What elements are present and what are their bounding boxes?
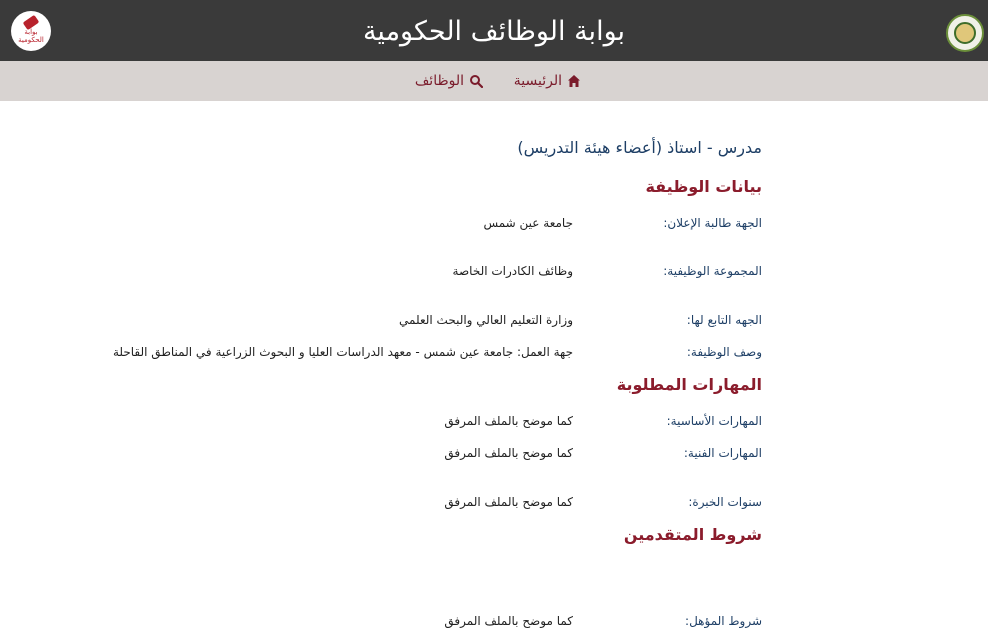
skill-label: المهارات الأساسية: xyxy=(666,414,762,428)
field-value: وظائف الكادرات الخاصة xyxy=(452,264,573,278)
site-title: بوابة الوظائف الحكومية xyxy=(362,16,626,47)
nav-home-label: الرئيسية xyxy=(513,73,562,89)
site-header xyxy=(0,0,988,61)
nav-jobs-label: الوظائف xyxy=(414,73,464,89)
search-icon xyxy=(469,74,483,88)
skill-label: سنوات الخبرة: xyxy=(688,495,762,509)
field-label: المجموعة الوظيفية: xyxy=(663,264,762,278)
skill-value: كما موضح بالملف المرفق xyxy=(444,414,573,428)
home-icon xyxy=(567,74,581,88)
nav-jobs-link[interactable] xyxy=(415,72,483,90)
nav-home-link[interactable] xyxy=(514,72,581,90)
job-title: مدرس - استاذ (أعضاء هيئة التدريس) xyxy=(517,138,762,157)
skill-value: كما موضح بالملف المرفق xyxy=(444,495,573,509)
condition-value: كما موضح بالملف المرفق xyxy=(444,614,573,628)
field-label: وصف الوظيفة: xyxy=(686,345,762,359)
field-label: الجهة طالبة الإعلان: xyxy=(663,216,762,230)
skill-value: كما موضح بالملف المرفق xyxy=(444,446,573,460)
field-value: وزارة التعليم العالي والبحث العلمي xyxy=(399,313,573,327)
emblem-icon xyxy=(954,22,976,44)
section-conditions-title: شروط المتقدمين xyxy=(623,525,762,544)
condition-label: شروط المؤهل: xyxy=(685,614,762,628)
portal-logo-text: بوابة الحكومية xyxy=(18,28,44,44)
section-skills-title: المهارات المطلوبة xyxy=(616,375,762,394)
section-job-data-title: بيانات الوظيفة xyxy=(645,177,762,196)
main-navbar xyxy=(0,61,988,101)
skill-label: المهارات الفنية: xyxy=(683,446,762,460)
field-label: الجهه التابع لها: xyxy=(686,313,762,327)
government-emblem-logo[interactable] xyxy=(946,14,984,52)
field-value: جهة العمل: جامعة عين شمس - معهد الدراسات العليا و البحوث الزراعية في المناطق القاحلة xyxy=(112,345,573,359)
field-value: جامعة عين شمس xyxy=(483,216,573,230)
